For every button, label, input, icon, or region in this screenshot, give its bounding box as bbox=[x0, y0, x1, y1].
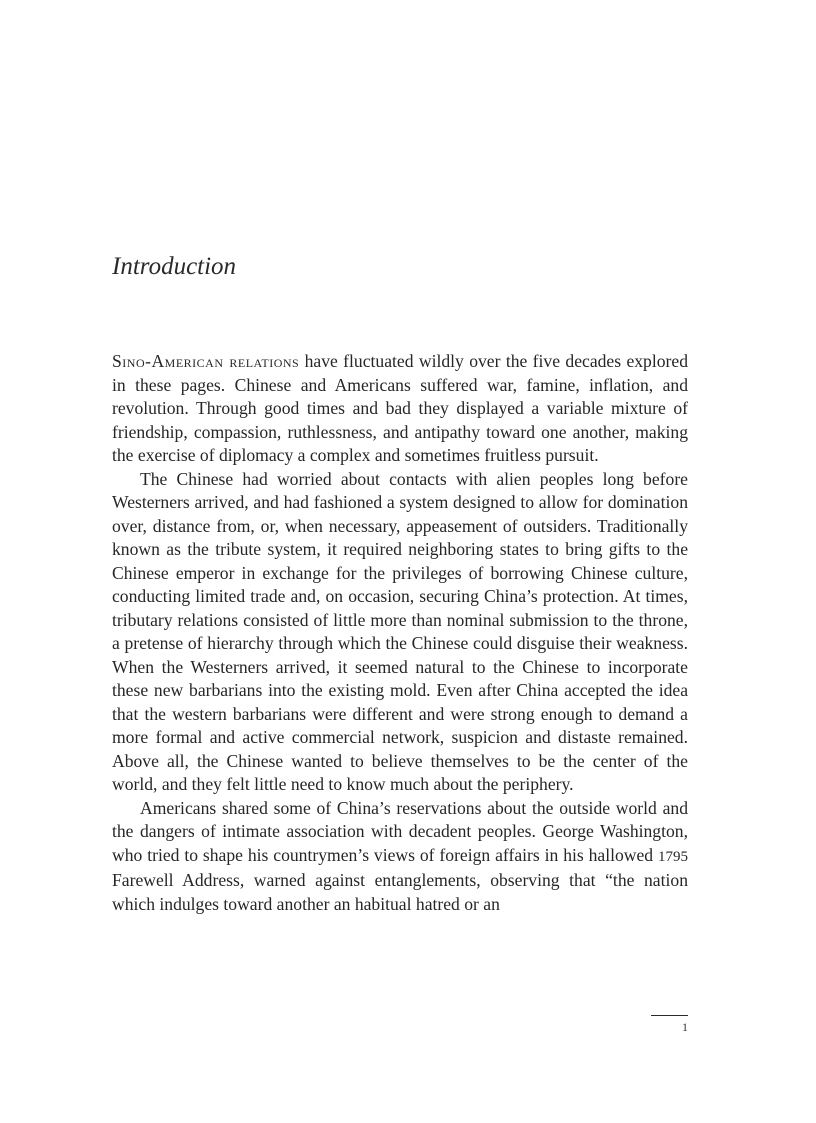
chapter-title: Introduction bbox=[112, 253, 237, 280]
folio-rule bbox=[651, 1015, 688, 1016]
paragraph-1 bbox=[112, 350, 688, 468]
paragraph-3 bbox=[112, 797, 688, 917]
page-number: 1 bbox=[682, 1020, 688, 1034]
paragraph-2: The Chinese had worried about contacts with alien peoples long before Westerners arrived, and had fashioned a system designed to allow for domination over, distance from, or, when necessary, appeasement of outsiders. Traditionally known as the tribute system, it required neighboring states to bring gifts to the Chinese emperor in exchange for the privileges of borrowing Chinese culture, conducting limited trade and, on occasion, securing China’s protection. At times, tributary relations consisted of little more than nominal submission to the throne, a pretense of hierarchy through which the Chinese could disguise their weakness. When the Westerners arrived, it seemed natural to the Chinese to incorporate these new barbarians into the existing mold. Even after China accepted the idea that the western barbarians were different and were strong enough to demand a more formal and active commercial network, suspicion and distaste remained. Above all, the Chinese wanted to believe themselves to be the center of the world, and they felt little need to know much about the periphery. bbox=[112, 468, 688, 794]
paragraph-1-text: have fluctuated wildly over the five decades explored in these pages. Chinese and Americans suffered war, famine, inflation, and revolution. Through good times and bad they displayed a variable mixture of friendship, compassion, ruthlessness, and antipathy toward one another, making the exercise of diplomacy a complex and sometimes fruitless pursuit. bbox=[112, 351, 688, 465]
body-text bbox=[112, 350, 688, 916]
paragraph-lead-in: Sino-American relations bbox=[112, 351, 300, 371]
year-1795: 1795 bbox=[658, 848, 688, 865]
paragraph-3-text-after: Farewell Address, warned against entanglements, observing that “the nation which indulges toward another an habitual hatred or an bbox=[112, 870, 688, 914]
paragraph-3-text-before: Americans shared some of China’s reservations about the outside world and the dangers of intimate association with decadent peoples. George Washington, who tried to shape his countrymen’s views of foreign affairs in his hallowed bbox=[112, 797, 688, 865]
